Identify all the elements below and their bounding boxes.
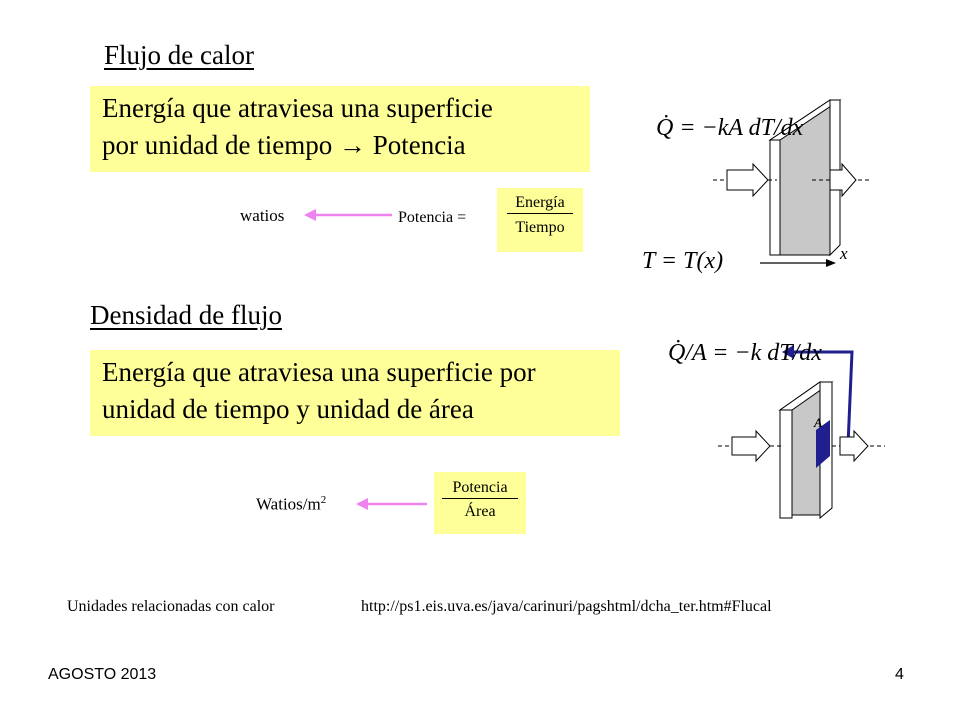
fraction-energia-tiempo bbox=[497, 188, 583, 252]
fraction-numerator: Energía bbox=[515, 194, 565, 211]
unit-watios: watios bbox=[240, 206, 285, 225]
definition-line: Energía que atraviesa una superficie por bbox=[102, 357, 536, 387]
fraction-denominator: Tiempo bbox=[515, 219, 565, 236]
reference-link[interactable]: http://ps1.eis.uva.es/java/carinuri/pagshtml/dcha_ter.htm#Flucal bbox=[361, 598, 772, 615]
unit-text: Watios/m bbox=[256, 494, 321, 514]
fraction-denominator: Área bbox=[464, 503, 496, 520]
definition-line: Energía que atraviesa una superficie bbox=[102, 93, 493, 123]
fraction-potencia-area bbox=[434, 472, 526, 534]
pink-arrow-left bbox=[300, 205, 395, 225]
footer-date: AGOSTO 2013 bbox=[48, 666, 157, 683]
unit-exponent: 2 bbox=[320, 494, 327, 506]
definition-box-flujo bbox=[90, 86, 590, 172]
definition-line: por unidad de tiempo → Potencia bbox=[102, 130, 466, 160]
page-number: 4 bbox=[895, 666, 904, 683]
equation-heat-flow: Q̇ = −kA dT/dx bbox=[656, 115, 804, 141]
fraction-bar bbox=[507, 213, 573, 214]
equation-temperature: T = T(x) bbox=[642, 248, 724, 274]
equation-flux-density: Q̇/A = −k dT/dx bbox=[668, 340, 822, 366]
unit-watios-m2 bbox=[256, 494, 326, 515]
heading-flujo-de-calor: Flujo de calor bbox=[104, 40, 254, 70]
axis-label-x: x bbox=[840, 244, 848, 263]
heading-densidad-de-flujo: Densidad de flujo bbox=[90, 300, 282, 330]
related-units-label: Unidades relacionadas con calor bbox=[67, 598, 275, 615]
pink-arrow-left-2 bbox=[352, 494, 430, 514]
definition-line: unidad de tiempo y unidad de área bbox=[102, 394, 474, 424]
fraction-bar bbox=[442, 498, 518, 499]
fraction-numerator: Potencia bbox=[452, 479, 508, 496]
definition-box-densidad bbox=[90, 350, 620, 436]
area-label-a: A bbox=[814, 415, 823, 430]
formula-lhs-potencia: Potencia = bbox=[398, 209, 467, 226]
